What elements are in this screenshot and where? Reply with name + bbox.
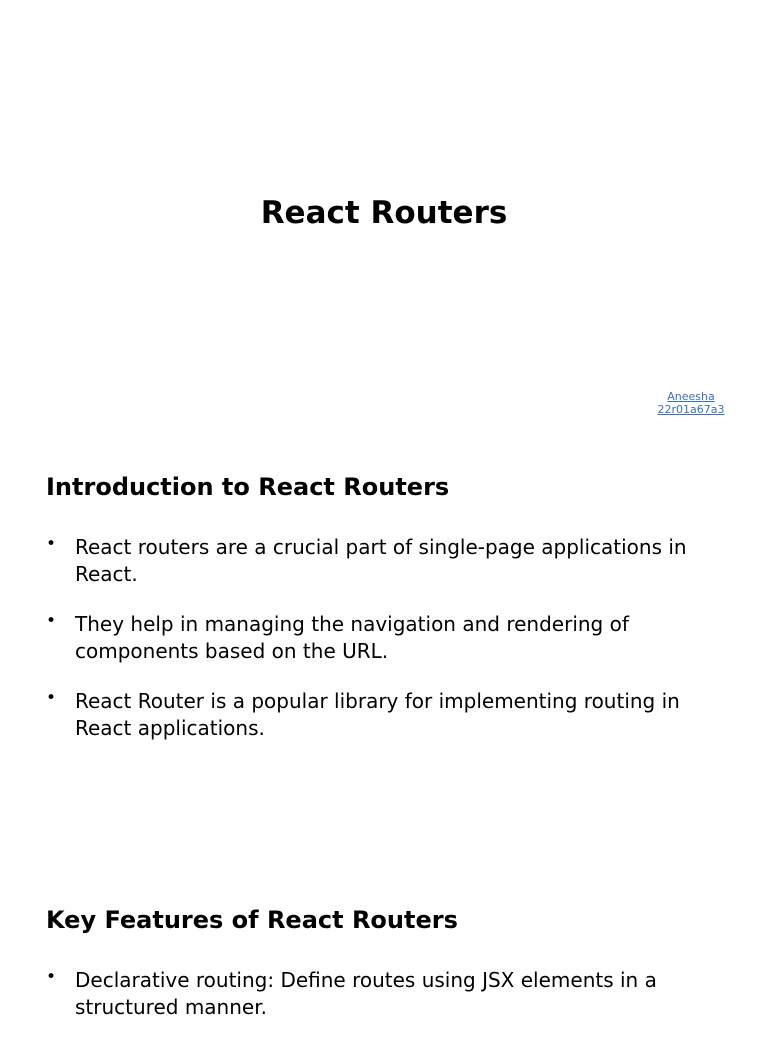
bullet-text: They help in managing the navigation and rendering of components based on the URL. [75, 612, 629, 663]
bullet-text: Declarative routing: Define routes using JSX elements in a structured manner. [75, 968, 657, 1019]
page-title: React Routers [260, 195, 508, 231]
author-id: 22r01a67a3 [657, 403, 725, 416]
author-link[interactable] [640, 390, 742, 416]
features-heading: Key Features of React Routers [46, 906, 458, 934]
bullet-icon: • [46, 534, 57, 554]
bullet-text: React routers are a crucial part of single-page applications in React. [75, 535, 687, 586]
intro-heading: Introduction to React Routers [46, 473, 450, 501]
author-name: Aneesha [667, 390, 715, 403]
bullet-icon: • [46, 688, 57, 708]
bullet-icon: • [46, 967, 57, 987]
bullet-text: React Router is a popular library for implementing routing in React applications. [75, 689, 680, 740]
bullet-icon: • [46, 611, 57, 631]
list-item [46, 611, 736, 665]
list-item [46, 688, 736, 742]
list-item [46, 967, 736, 1021]
intro-bullet-list [46, 534, 736, 765]
list-item [46, 534, 736, 588]
features-bullet-list [46, 967, 736, 1044]
